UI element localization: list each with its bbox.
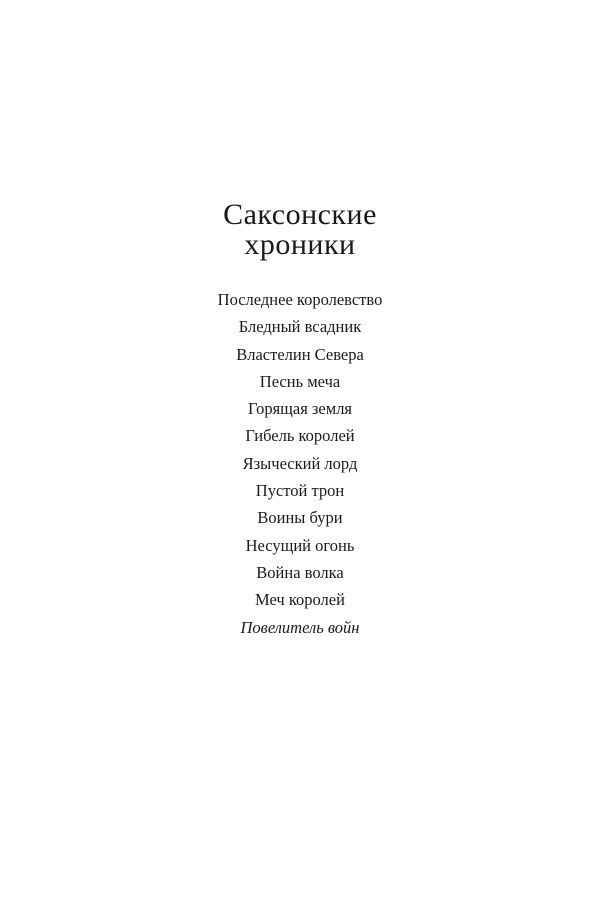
book-title-2: Бледный всадник	[238, 317, 362, 337]
book-title-6: Гибель королей	[245, 426, 355, 446]
book-title-12: Меч королей	[255, 590, 345, 610]
series-title	[0, 200, 600, 260]
book-title-5: Горящая земля	[247, 399, 353, 419]
book-title-3: Властелин Севера	[236, 344, 364, 364]
series-title-line-1: Саксонские	[223, 198, 377, 231]
book-title-10: Несущий огонь	[245, 535, 355, 555]
book-list	[0, 286, 600, 641]
book-title-13: Повелитель войн	[240, 617, 360, 637]
book-title-9: Воины бури	[257, 508, 343, 528]
book-title-11: Война волка	[256, 562, 344, 582]
series-title-line-2: хроники	[244, 228, 356, 261]
book-title-1: Последнее королевство	[217, 290, 383, 309]
book-title-4: Песнь меча	[259, 371, 341, 391]
book-title-7: Языческий лорд	[242, 453, 358, 473]
book-title-8: Пустой трон	[255, 481, 345, 501]
